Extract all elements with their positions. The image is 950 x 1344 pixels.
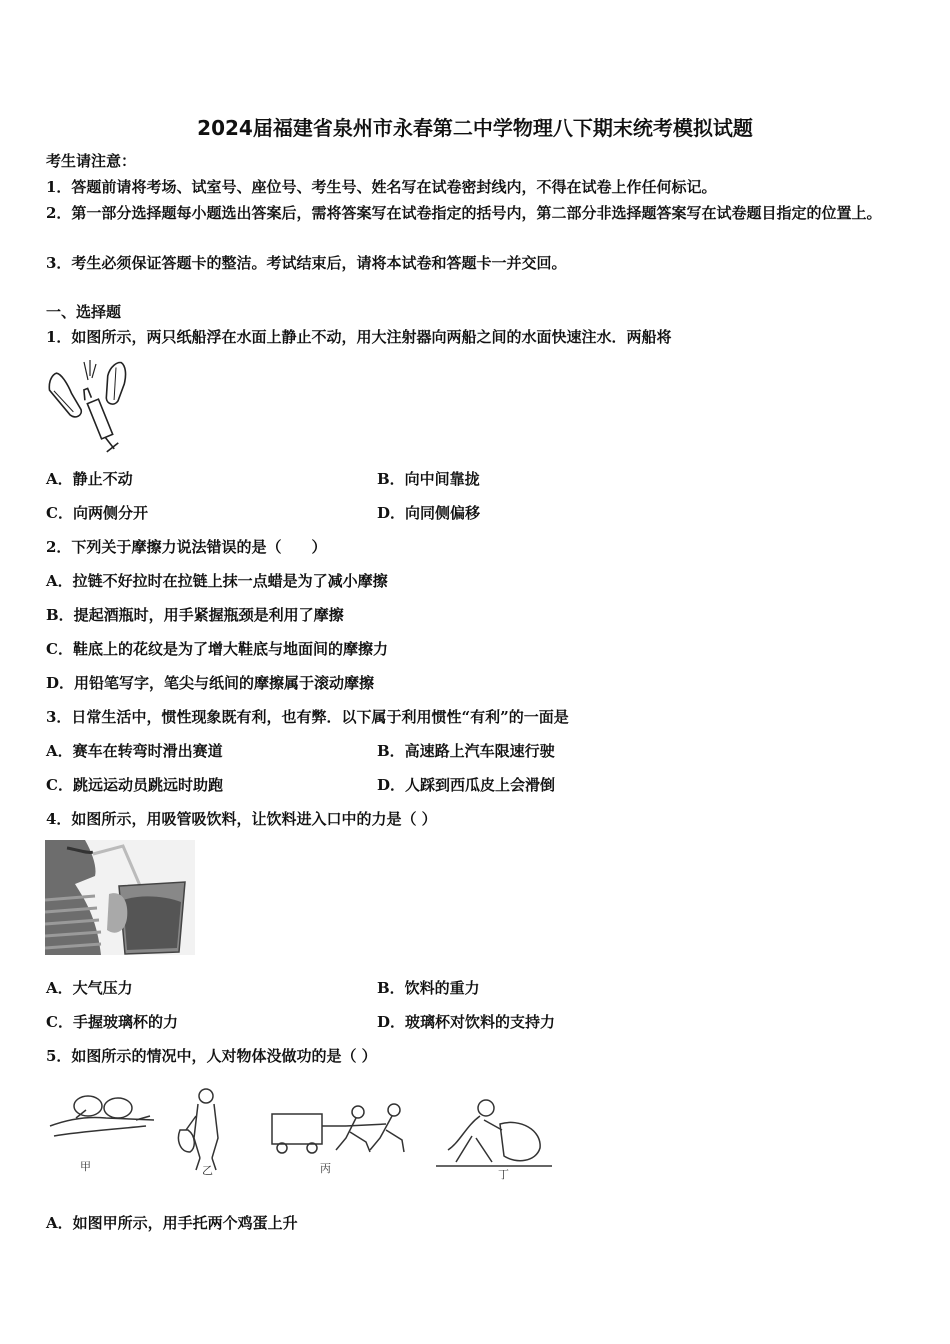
boats-syringe-figure bbox=[46, 356, 134, 456]
figure-label-ding: 丁 bbox=[498, 1168, 509, 1181]
notice-heading: 考生请注意： bbox=[46, 152, 137, 170]
q4-option-b: B．饮料的重力 bbox=[377, 979, 480, 997]
question-2-stem: 2．下列关于摩擦力说法错误的是（ ） bbox=[46, 538, 327, 556]
notice-item-1: 1．答题前请将考场、试室号、座位号、考生号、姓名写在试卷密封线内，不得在试卷上作任何标记。 bbox=[46, 178, 717, 196]
straw-drink-photo bbox=[45, 840, 195, 955]
q4-option-d: D．玻璃杯对饮料的支持力 bbox=[377, 1013, 556, 1031]
q1-option-b: B．向中间靠拢 bbox=[377, 470, 480, 488]
q4-option-a: A．大气压力 bbox=[46, 979, 133, 997]
question-3-stem: 3．日常生活中，惯性现象既有利，也有弊．以下属于利用惯性“有利”的一面是 bbox=[46, 708, 569, 726]
page-title: 2024届福建省泉州市永春第二中学物理八下期末统考模拟试题 bbox=[197, 116, 753, 140]
q3-option-b: B．高速路上汽车限速行驶 bbox=[377, 742, 555, 760]
q5-option-a: A．如图甲所示，用手托两个鸡蛋上升 bbox=[46, 1214, 298, 1232]
section-heading: 一、选择题 bbox=[46, 303, 122, 321]
q1-option-d: D．向同侧偏移 bbox=[377, 504, 481, 522]
figure-label-bing: 丙 bbox=[320, 1162, 331, 1175]
question-1-stem: 1．如图所示，两只纸船浮在水面上静止不动，用大注射器向两船之间的水面快速注水．两船将 bbox=[46, 328, 672, 346]
question-4-stem: 4．如图所示，用吸管吸饮料，让饮料进入口中的力是（ ） bbox=[46, 810, 437, 828]
question-5-stem: 5．如图所示的情况中，人对物体没做功的是（ ） bbox=[46, 1047, 377, 1065]
q2-option-c: C．鞋底上的花纹是为了增大鞋底与地面间的摩擦力 bbox=[46, 640, 388, 658]
q2-option-b: B．提起酒瓶时，用手紧握瓶颈是利用了摩擦 bbox=[46, 606, 344, 624]
q2-option-d: D．用铅笔写字，笔尖与纸间的摩擦属于滚动摩擦 bbox=[46, 674, 375, 692]
notice-item-2: 2．第一部分选择题每小题选出答案后，需将答案写在试卷指定的括号内，第二部分非选择题答案写在试卷题目指定的位置上。 bbox=[46, 204, 882, 222]
figure-label-jia: 甲 bbox=[80, 1160, 91, 1173]
q3-option-d: D．人踩到西瓜皮上会滑倒 bbox=[377, 776, 556, 794]
q1-option-a: A．静止不动 bbox=[46, 470, 133, 488]
notice-item-3: 3．考生必须保证答题卡的整洁。考试结束后，请将本试卷和答题卡一并交回。 bbox=[46, 254, 567, 272]
q1-option-c: C．向两侧分开 bbox=[46, 504, 148, 522]
q3-option-c: C．跳远运动员跳远时助跑 bbox=[46, 776, 223, 794]
q3-option-a: A．赛车在转弯时滑出赛道 bbox=[46, 742, 223, 760]
q2-option-a: A．拉链不好拉时在拉链上抹一点蜡是为了减小摩擦 bbox=[46, 572, 388, 590]
work-scenes-figure bbox=[46, 1086, 552, 1182]
figure-label-yi: 乙 bbox=[202, 1164, 213, 1177]
q4-option-c: C．手握玻璃杯的力 bbox=[46, 1013, 178, 1031]
